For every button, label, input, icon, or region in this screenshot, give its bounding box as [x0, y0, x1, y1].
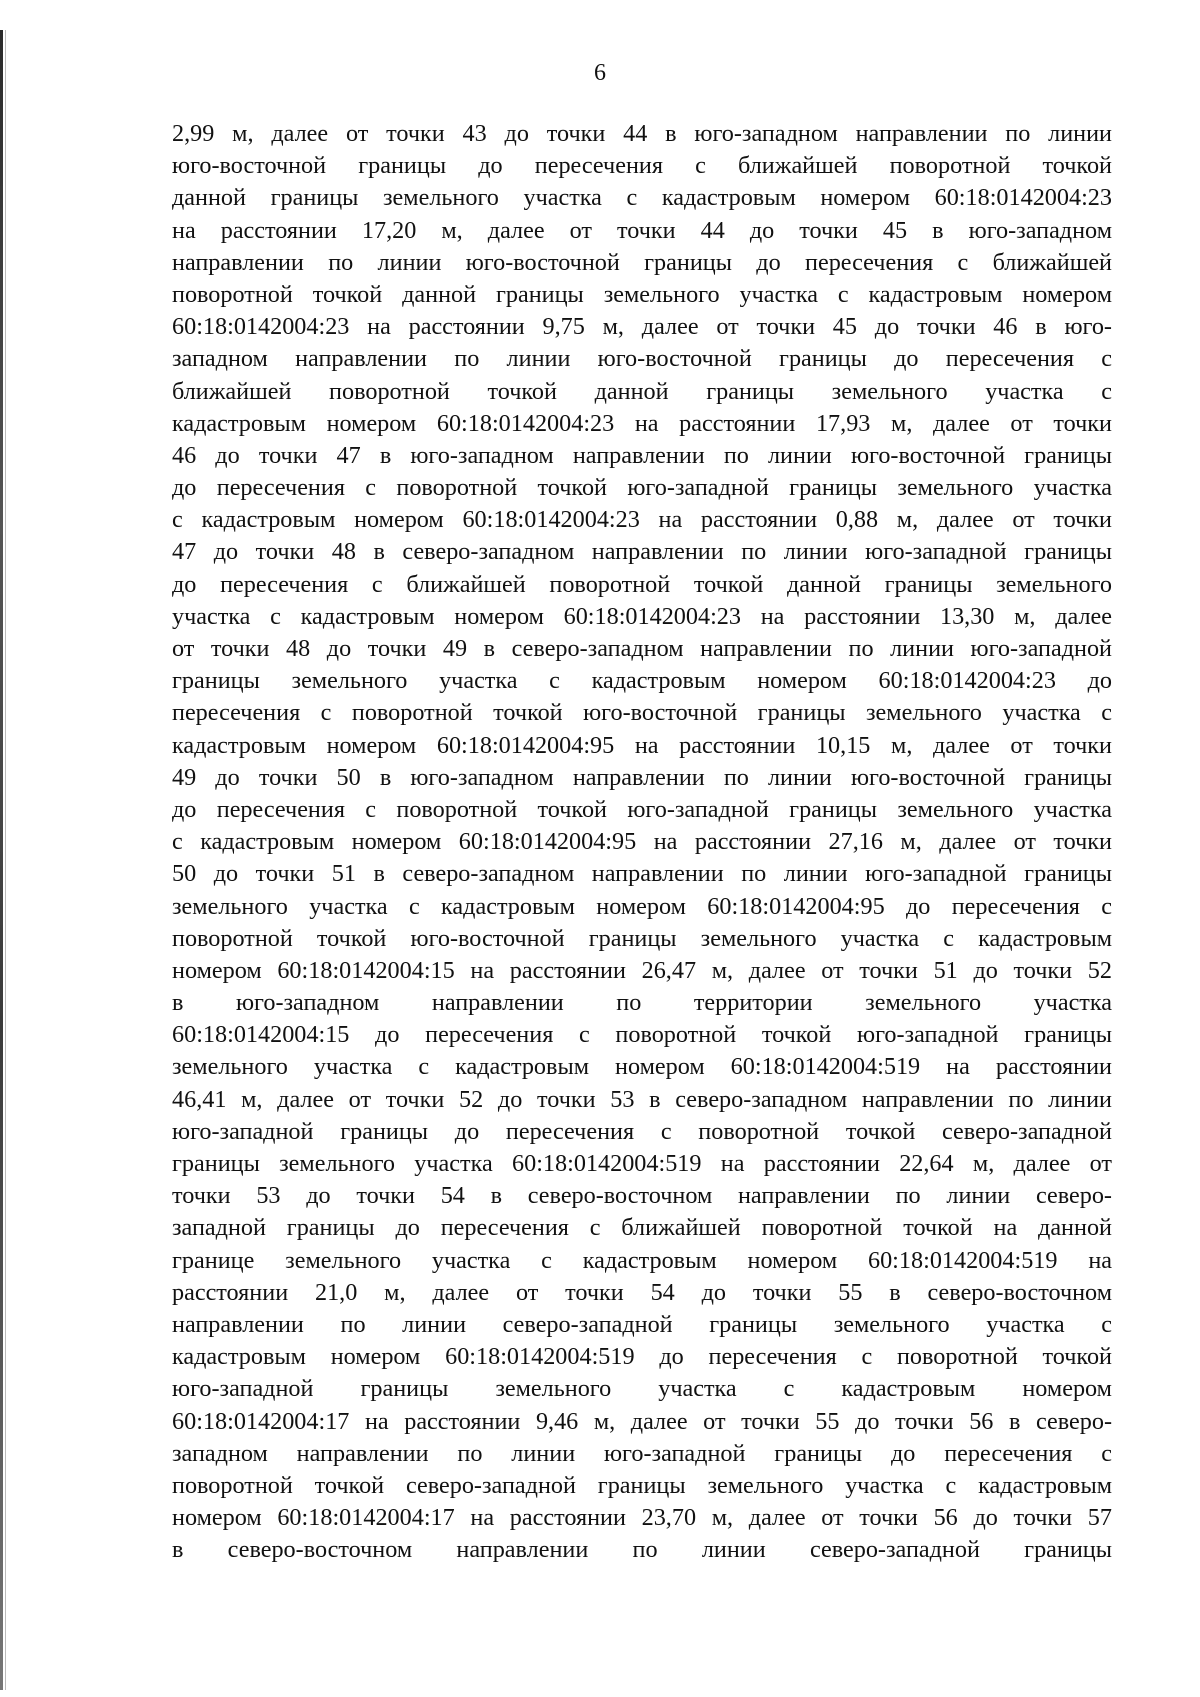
text-line: поворотной точкой данной границы земельного участка с кадастровым номером — [172, 280, 1112, 308]
text-line: направлении по линии северо-западной границы земельного участка с — [172, 1310, 1112, 1338]
text-line: расстоянии 21,0 м, далее от точки 54 до точки 55 в северо-восточном — [172, 1278, 1112, 1306]
text-line: границы земельного участка с кадастровым номером 60:18:0142004:23 до — [172, 667, 1112, 695]
text-line: 46 до точки 47 в юго-западном направлении по линии юго-восточной границы — [172, 441, 1112, 469]
text-line: точки 53 до точки 54 в северо-восточном направлении по линии северо- — [172, 1182, 1112, 1210]
text-line: в северо-восточном направлении по линии северо-западной границы — [172, 1536, 1112, 1564]
text-line: земельного участка с кадастровым номером 60:18:0142004:95 до пересечения с — [172, 892, 1112, 920]
text-line: кадастровым номером 60:18:0142004:23 на расстоянии 17,93 м, далее от точки — [172, 409, 1112, 437]
text-line: 60:18:0142004:15 до пересечения с поворотной точкой юго-западной границы — [172, 1021, 1112, 1049]
document-body — [172, 118, 1112, 1566]
text-line: пересечения с поворотной точкой юго-восточной границы земельного участка с — [172, 699, 1112, 727]
text-line: участка с кадастровым номером 60:18:0142004:23 на расстоянии 13,30 м, далее — [172, 602, 1112, 630]
text-line: 2,99 м, далее от точки 43 до точки 44 в юго-западном направлении по линии — [172, 120, 1112, 147]
text-line: западном направлении по линии юго-восточной границы до пересечения с — [172, 345, 1112, 373]
text-line: ближайшей поворотной точкой данной границы земельного участка с — [172, 377, 1112, 405]
text-line: от точки 48 до точки 49 в северо-западном направлении по линии юго-западной — [172, 635, 1112, 662]
text-line: с кадастровым номером 60:18:0142004:23 на расстоянии 0,88 м, далее от точки — [172, 506, 1112, 534]
text-line: номером 60:18:0142004:15 на расстоянии 26,47 м, далее от точки 51 до точки 52 — [172, 956, 1112, 984]
text-line: поворотной точкой юго-восточной границы земельного участка с кадастровым — [172, 924, 1112, 952]
text-line: 60:18:0142004:17 на расстоянии 9,46 м, далее от точки 55 до точки 56 в северо- — [172, 1407, 1112, 1435]
scan-left-edge-shadow — [5, 30, 6, 1690]
text-line: кадастровым номером 60:18:0142004:519 до пересечения с поворотной точкой — [172, 1343, 1112, 1371]
text-line: с кадастровым номером 60:18:0142004:95 на расстоянии 27,16 м, далее от точки — [172, 828, 1112, 856]
page-number: 6 — [594, 60, 606, 86]
text-line: западной границы до пересечения с ближайшей поворотной точкой на данной — [172, 1214, 1112, 1242]
text-line: до пересечения с поворотной точкой юго-западной границы земельного участка — [172, 795, 1112, 823]
text-line: 46,41 м, далее от точки 52 до точки 53 в северо-западном направлении по линии — [172, 1085, 1112, 1113]
text-line: в юго-западном направлении по территории земельного участка — [172, 989, 1112, 1017]
text-line: юго-западной границы земельного участка с кадастровым номером — [172, 1375, 1112, 1403]
text-line: до пересечения с ближайшей поворотной точкой данной границы земельного — [172, 570, 1112, 598]
text-line: границе земельного участка с кадастровым номером 60:18:0142004:519 на — [172, 1246, 1112, 1274]
text-line: юго-восточной границы до пересечения с ближайшей поворотной точкой — [172, 152, 1112, 180]
text-line: юго-западной границы до пересечения с поворотной точкой северо-западной — [172, 1117, 1112, 1145]
scan-left-edge — [0, 30, 3, 1690]
text-line: номером 60:18:0142004:17 на расстоянии 23,70 м, далее от точки 56 до точки 57 — [172, 1504, 1112, 1532]
text-line: поворотной точкой северо-западной границы земельного участка с кадастровым — [172, 1471, 1112, 1499]
text-line: 49 до точки 50 в юго-западном направлении по линии юго-восточной границы — [172, 763, 1112, 791]
text-line: до пересечения с поворотной точкой юго-западной границы земельного участка — [172, 474, 1112, 502]
text-line: земельного участка с кадастровым номером 60:18:0142004:519 на расстоянии — [172, 1053, 1112, 1081]
text-line: данной границы земельного участка с кадастровым номером 60:18:0142004:23 — [172, 184, 1112, 212]
text-line: 50 до точки 51 в северо-западном направлении по линии юго-западной границы — [172, 860, 1112, 888]
text-line: 47 до точки 48 в северо-западном направлении по линии юго-западной границы — [172, 538, 1112, 566]
text-line: 60:18:0142004:23 на расстоянии 9,75 м, далее от точки 45 до точки 46 в юго- — [172, 313, 1112, 341]
text-line: кадастровым номером 60:18:0142004:95 на расстоянии 10,15 м, далее от точки — [172, 731, 1112, 759]
text-line: границы земельного участка 60:18:0142004:519 на расстоянии 22,64 м, далее от — [172, 1150, 1112, 1177]
text-line: западном направлении по линии юго-западной границы до пересечения с — [172, 1439, 1112, 1467]
text-line: направлении по линии юго-восточной границы до пересечения с ближайшей — [172, 248, 1112, 276]
text-line: на расстоянии 17,20 м, далее от точки 44 до точки 45 в юго-западном — [172, 216, 1112, 244]
